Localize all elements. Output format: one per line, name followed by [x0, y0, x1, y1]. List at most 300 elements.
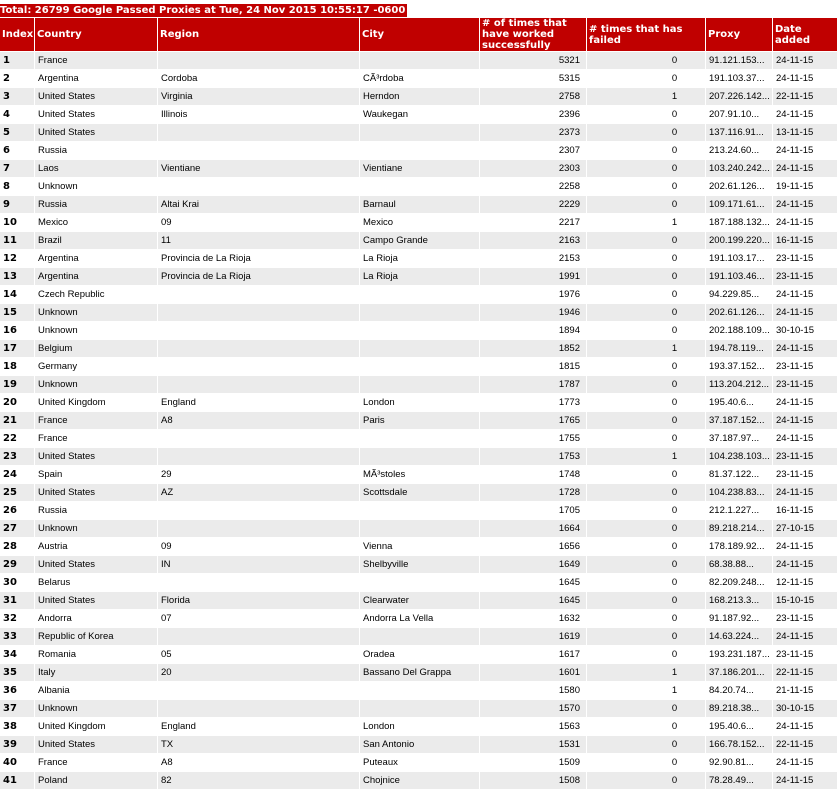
index-cell: 31	[0, 592, 34, 609]
index-cell: 2	[0, 70, 34, 87]
city-cell	[360, 628, 479, 645]
city-cell: Oradea	[360, 646, 479, 663]
city-cell: London	[360, 718, 479, 735]
table-header-row	[0, 18, 837, 51]
index-cell: 34	[0, 646, 34, 663]
country-cell: United States	[35, 736, 157, 753]
country-cell: United Kingdom	[35, 394, 157, 411]
table-row	[0, 772, 837, 789]
proxy-cell: 194.78.119...	[706, 340, 772, 357]
region-cell: TX	[158, 736, 359, 753]
proxy-cell: 14.63.224...	[706, 628, 772, 645]
table-row	[0, 448, 837, 465]
index-cell: 40	[0, 754, 34, 771]
country-cell: Belgium	[35, 340, 157, 357]
failed-count-cell: 0	[587, 592, 705, 609]
country-cell: Unknown	[35, 376, 157, 393]
table-row	[0, 682, 837, 699]
success-count-cell: 1946	[480, 304, 586, 321]
date-added-cell: 23-11-15	[773, 250, 837, 267]
col-header-city: City	[360, 18, 479, 51]
proxy-cell: 104.238.103...	[706, 448, 772, 465]
country-cell: United States	[35, 88, 157, 105]
region-cell: 82	[158, 772, 359, 789]
date-added-cell: 24-11-15	[773, 754, 837, 771]
success-count-cell: 1787	[480, 376, 586, 393]
index-cell: 18	[0, 358, 34, 375]
table-row	[0, 196, 837, 213]
success-count-cell: 1632	[480, 610, 586, 627]
region-cell: 09	[158, 214, 359, 231]
city-cell	[360, 286, 479, 303]
date-added-cell: 24-11-15	[773, 214, 837, 231]
col-header-index: Index	[0, 18, 34, 51]
index-cell: 5	[0, 124, 34, 141]
col-header-region: Region	[158, 18, 359, 51]
table-row	[0, 466, 837, 483]
date-added-cell: 24-11-15	[773, 160, 837, 177]
failed-count-cell: 0	[587, 700, 705, 717]
proxy-cell: 191.103.46...	[706, 268, 772, 285]
table-row	[0, 160, 837, 177]
table-row	[0, 106, 837, 123]
city-cell: Vientiane	[360, 160, 479, 177]
proxy-cell: 81.37.122...	[706, 466, 772, 483]
failed-count-cell: 0	[587, 520, 705, 537]
city-cell	[360, 448, 479, 465]
date-added-cell: 24-11-15	[773, 52, 837, 69]
city-cell	[360, 340, 479, 357]
date-added-cell: 27-10-15	[773, 520, 837, 537]
failed-count-cell: 0	[587, 268, 705, 285]
proxy-cell: 178.189.92...	[706, 538, 772, 555]
date-added-cell: 24-11-15	[773, 196, 837, 213]
proxy-table-body	[0, 52, 837, 789]
country-cell: Laos	[35, 160, 157, 177]
success-count-cell: 1531	[480, 736, 586, 753]
country-cell: Italy	[35, 664, 157, 681]
success-count-cell: 1580	[480, 682, 586, 699]
failed-count-cell: 0	[587, 574, 705, 591]
success-count-cell: 1852	[480, 340, 586, 357]
date-added-cell: 12-11-15	[773, 574, 837, 591]
failed-count-cell: 0	[587, 610, 705, 627]
proxy-cell: 91.121.153...	[706, 52, 772, 69]
region-cell	[158, 304, 359, 321]
index-cell: 13	[0, 268, 34, 285]
city-cell: Clearwater	[360, 592, 479, 609]
country-cell: France	[35, 754, 157, 771]
table-row	[0, 250, 837, 267]
success-count-cell: 1619	[480, 628, 586, 645]
failed-count-cell: 0	[587, 52, 705, 69]
city-cell	[360, 430, 479, 447]
proxy-cell: 202.188.109...	[706, 322, 772, 339]
table-row	[0, 52, 837, 69]
success-count-cell: 1976	[480, 286, 586, 303]
failed-count-cell: 1	[587, 340, 705, 357]
city-cell: Shelbyville	[360, 556, 479, 573]
date-added-cell: 13-11-15	[773, 124, 837, 141]
region-cell	[158, 340, 359, 357]
country-cell: United Kingdom	[35, 718, 157, 735]
index-cell: 38	[0, 718, 34, 735]
date-added-cell: 23-11-15	[773, 268, 837, 285]
index-cell: 20	[0, 394, 34, 411]
region-cell	[158, 574, 359, 591]
table-row	[0, 340, 837, 357]
table-row	[0, 700, 837, 717]
index-cell: 8	[0, 178, 34, 195]
city-cell: La Rioja	[360, 268, 479, 285]
index-cell: 23	[0, 448, 34, 465]
date-added-cell: 15-10-15	[773, 592, 837, 609]
date-added-cell: 24-11-15	[773, 394, 837, 411]
city-cell	[360, 574, 479, 591]
date-added-cell: 24-11-15	[773, 106, 837, 123]
failed-count-cell: 0	[587, 286, 705, 303]
proxy-cell: 109.171.61...	[706, 196, 772, 213]
region-cell: Virginia	[158, 88, 359, 105]
country-cell: Argentina	[35, 70, 157, 87]
city-cell	[360, 520, 479, 537]
date-added-cell: 21-11-15	[773, 682, 837, 699]
country-cell: Argentina	[35, 268, 157, 285]
date-added-cell: 24-11-15	[773, 340, 837, 357]
col-header-country: Country	[35, 18, 157, 51]
index-cell: 29	[0, 556, 34, 573]
table-row	[0, 286, 837, 303]
index-cell: 39	[0, 736, 34, 753]
country-cell: Russia	[35, 142, 157, 159]
success-count-cell: 2258	[480, 178, 586, 195]
index-cell: 37	[0, 700, 34, 717]
region-cell	[158, 52, 359, 69]
table-row	[0, 502, 837, 519]
region-cell: 07	[158, 610, 359, 627]
date-added-cell: 24-11-15	[773, 556, 837, 573]
city-cell: Paris	[360, 412, 479, 429]
success-count-cell: 1601	[480, 664, 586, 681]
region-cell	[158, 448, 359, 465]
region-cell	[158, 142, 359, 159]
date-added-cell: 24-11-15	[773, 142, 837, 159]
country-cell: United States	[35, 484, 157, 501]
region-cell	[158, 430, 359, 447]
failed-count-cell: 0	[587, 484, 705, 501]
table-row	[0, 736, 837, 753]
failed-count-cell: 0	[587, 304, 705, 321]
country-cell: Mexico	[35, 214, 157, 231]
index-cell: 4	[0, 106, 34, 123]
date-added-cell: 23-11-15	[773, 466, 837, 483]
success-count-cell: 5321	[480, 52, 586, 69]
success-count-cell: 1815	[480, 358, 586, 375]
proxy-cell: 104.238.83...	[706, 484, 772, 501]
success-count-cell: 1705	[480, 502, 586, 519]
proxy-cell: 92.90.81...	[706, 754, 772, 771]
proxy-cell: 168.213.3...	[706, 592, 772, 609]
country-cell: United States	[35, 592, 157, 609]
country-cell: Russia	[35, 502, 157, 519]
region-cell	[158, 358, 359, 375]
table-row	[0, 394, 837, 411]
date-added-cell: 16-11-15	[773, 232, 837, 249]
region-cell	[158, 520, 359, 537]
country-cell: United States	[35, 106, 157, 123]
city-cell: Andorra La Vella	[360, 610, 479, 627]
failed-count-cell: 0	[587, 232, 705, 249]
table-row	[0, 718, 837, 735]
country-cell: Austria	[35, 538, 157, 555]
table-row	[0, 232, 837, 249]
failed-count-cell: 0	[587, 538, 705, 555]
failed-count-cell: 0	[587, 466, 705, 483]
region-cell: Provincia de La Rioja	[158, 250, 359, 267]
date-added-cell: 23-11-15	[773, 358, 837, 375]
city-cell: Scottsdale	[360, 484, 479, 501]
city-cell: Puteaux	[360, 754, 479, 771]
success-count-cell: 1645	[480, 592, 586, 609]
proxy-cell: 193.37.152...	[706, 358, 772, 375]
success-count-cell: 2373	[480, 124, 586, 141]
country-cell: Spain	[35, 466, 157, 483]
failed-count-cell: 0	[587, 772, 705, 789]
date-added-cell: 24-11-15	[773, 412, 837, 429]
proxy-cell: 94.229.85...	[706, 286, 772, 303]
index-cell: 22	[0, 430, 34, 447]
table-row	[0, 88, 837, 105]
proxy-cell: 91.187.92...	[706, 610, 772, 627]
success-count-cell: 2396	[480, 106, 586, 123]
city-cell	[360, 358, 479, 375]
region-cell: A8	[158, 754, 359, 771]
date-added-cell: 22-11-15	[773, 664, 837, 681]
country-cell: Unknown	[35, 700, 157, 717]
city-cell: San Antonio	[360, 736, 479, 753]
failed-count-cell: 0	[587, 628, 705, 645]
city-cell	[360, 502, 479, 519]
success-count-cell: 2217	[480, 214, 586, 231]
success-count-cell: 1894	[480, 322, 586, 339]
proxy-table	[0, 17, 837, 790]
city-cell	[360, 322, 479, 339]
table-row	[0, 376, 837, 393]
region-cell: 20	[158, 664, 359, 681]
failed-count-cell: 0	[587, 322, 705, 339]
region-cell	[158, 322, 359, 339]
failed-count-cell: 0	[587, 142, 705, 159]
proxy-cell: 212.1.227...	[706, 502, 772, 519]
region-cell	[158, 628, 359, 645]
proxy-cell: 137.116.91...	[706, 124, 772, 141]
city-cell	[360, 682, 479, 699]
success-count-cell: 2153	[480, 250, 586, 267]
col-header-success-count: # of times that have worked successfully	[480, 18, 586, 51]
city-cell: MÃ³stoles	[360, 466, 479, 483]
date-added-cell: 24-11-15	[773, 304, 837, 321]
region-cell: 11	[158, 232, 359, 249]
index-cell: 3	[0, 88, 34, 105]
country-cell: Romania	[35, 646, 157, 663]
region-cell: 29	[158, 466, 359, 483]
failed-count-cell: 0	[587, 736, 705, 753]
failed-count-cell: 0	[587, 106, 705, 123]
region-cell	[158, 682, 359, 699]
index-cell: 11	[0, 232, 34, 249]
city-cell: Bassano Del Grappa	[360, 664, 479, 681]
table-row	[0, 214, 837, 231]
table-row	[0, 610, 837, 627]
region-cell	[158, 700, 359, 717]
proxy-cell: 191.103.37...	[706, 70, 772, 87]
success-count-cell: 1645	[480, 574, 586, 591]
country-cell: Unknown	[35, 520, 157, 537]
date-added-cell: 30-10-15	[773, 700, 837, 717]
index-cell: 36	[0, 682, 34, 699]
failed-count-cell: 0	[587, 178, 705, 195]
failed-count-cell: 0	[587, 646, 705, 663]
region-cell: Illinois	[158, 106, 359, 123]
proxy-cell: 37.187.152...	[706, 412, 772, 429]
proxy-cell: 78.28.49...	[706, 772, 772, 789]
table-row	[0, 70, 837, 87]
city-cell: CÃ³rdoba	[360, 70, 479, 87]
failed-count-cell: 1	[587, 88, 705, 105]
success-count-cell: 1753	[480, 448, 586, 465]
proxy-cell: 207.91.10...	[706, 106, 772, 123]
table-row	[0, 538, 837, 555]
index-cell: 17	[0, 340, 34, 357]
success-count-cell: 2307	[480, 142, 586, 159]
success-count-cell: 1563	[480, 718, 586, 735]
success-count-cell: 1765	[480, 412, 586, 429]
table-row	[0, 664, 837, 681]
success-count-cell: 2303	[480, 160, 586, 177]
city-cell: Campo Grande	[360, 232, 479, 249]
success-count-cell: 1617	[480, 646, 586, 663]
success-count-cell: 1570	[480, 700, 586, 717]
failed-count-cell: 0	[587, 250, 705, 267]
country-cell: Unknown	[35, 178, 157, 195]
city-cell: Vienna	[360, 538, 479, 555]
index-cell: 12	[0, 250, 34, 267]
success-count-cell: 1755	[480, 430, 586, 447]
city-cell: Barnaul	[360, 196, 479, 213]
proxy-cell: 187.188.132...	[706, 214, 772, 231]
index-cell: 24	[0, 466, 34, 483]
index-cell: 25	[0, 484, 34, 501]
success-count-cell: 1991	[480, 268, 586, 285]
city-cell	[360, 376, 479, 393]
index-cell: 14	[0, 286, 34, 303]
date-added-cell: 24-11-15	[773, 70, 837, 87]
index-cell: 15	[0, 304, 34, 321]
table-row	[0, 484, 837, 501]
success-count-cell: 1748	[480, 466, 586, 483]
region-cell: Provincia de La Rioja	[158, 268, 359, 285]
date-added-cell: 16-11-15	[773, 502, 837, 519]
col-header-date-added: Date added	[773, 18, 837, 51]
table-row	[0, 142, 837, 159]
proxy-cell: 207.226.142...	[706, 88, 772, 105]
index-cell: 16	[0, 322, 34, 339]
city-cell	[360, 124, 479, 141]
region-cell: England	[158, 394, 359, 411]
table-row	[0, 358, 837, 375]
country-cell: Albania	[35, 682, 157, 699]
date-added-cell: 24-11-15	[773, 538, 837, 555]
failed-count-cell: 0	[587, 556, 705, 573]
col-header-failed-count: # times that has failed	[587, 18, 705, 51]
city-cell	[360, 304, 479, 321]
failed-count-cell: 0	[587, 358, 705, 375]
date-added-cell: 24-11-15	[773, 628, 837, 645]
region-cell: Vientiane	[158, 160, 359, 177]
country-cell: Republic of Korea	[35, 628, 157, 645]
proxy-cell: 37.187.97...	[706, 430, 772, 447]
date-added-cell: 24-11-15	[773, 772, 837, 789]
city-cell	[360, 52, 479, 69]
proxy-cell: 195.40.6...	[706, 718, 772, 735]
success-count-cell: 1508	[480, 772, 586, 789]
proxy-cell: 213.24.60...	[706, 142, 772, 159]
index-cell: 10	[0, 214, 34, 231]
city-cell	[360, 142, 479, 159]
table-row	[0, 592, 837, 609]
index-cell: 33	[0, 628, 34, 645]
city-cell: Chojnice	[360, 772, 479, 789]
date-added-cell: 19-11-15	[773, 178, 837, 195]
region-cell	[158, 178, 359, 195]
success-count-cell: 2163	[480, 232, 586, 249]
col-header-proxy: Proxy	[706, 18, 772, 51]
proxy-cell: 166.78.152...	[706, 736, 772, 753]
success-count-cell: 5315	[480, 70, 586, 87]
city-cell: Waukegan	[360, 106, 479, 123]
proxy-cell: 68.38.88...	[706, 556, 772, 573]
region-cell: IN	[158, 556, 359, 573]
failed-count-cell: 1	[587, 214, 705, 231]
index-cell: 6	[0, 142, 34, 159]
failed-count-cell: 0	[587, 754, 705, 771]
proxy-cell: 191.103.17...	[706, 250, 772, 267]
table-row	[0, 178, 837, 195]
table-row	[0, 520, 837, 537]
region-cell: A8	[158, 412, 359, 429]
proxy-cell: 82.209.248...	[706, 574, 772, 591]
proxy-cell: 195.40.6...	[706, 394, 772, 411]
failed-count-cell: 0	[587, 394, 705, 411]
region-cell: Florida	[158, 592, 359, 609]
index-cell: 30	[0, 574, 34, 591]
region-cell	[158, 124, 359, 141]
country-cell: United States	[35, 448, 157, 465]
date-added-cell: 23-11-15	[773, 646, 837, 663]
date-added-cell: 23-11-15	[773, 610, 837, 627]
proxy-cell: 37.186.201...	[706, 664, 772, 681]
proxy-cell: 193.231.187...	[706, 646, 772, 663]
total-summary-bar: Total: 26799 Google Passed Proxies at Tue, 24 Nov 2015 10:55:17 -0600	[0, 5, 406, 16]
proxy-cell: 200.199.220...	[706, 232, 772, 249]
table-row	[0, 556, 837, 573]
index-cell: 9	[0, 196, 34, 213]
table-row	[0, 412, 837, 429]
country-cell: Unknown	[35, 322, 157, 339]
date-added-cell: 22-11-15	[773, 88, 837, 105]
success-count-cell: 1664	[480, 520, 586, 537]
success-count-cell: 2229	[480, 196, 586, 213]
